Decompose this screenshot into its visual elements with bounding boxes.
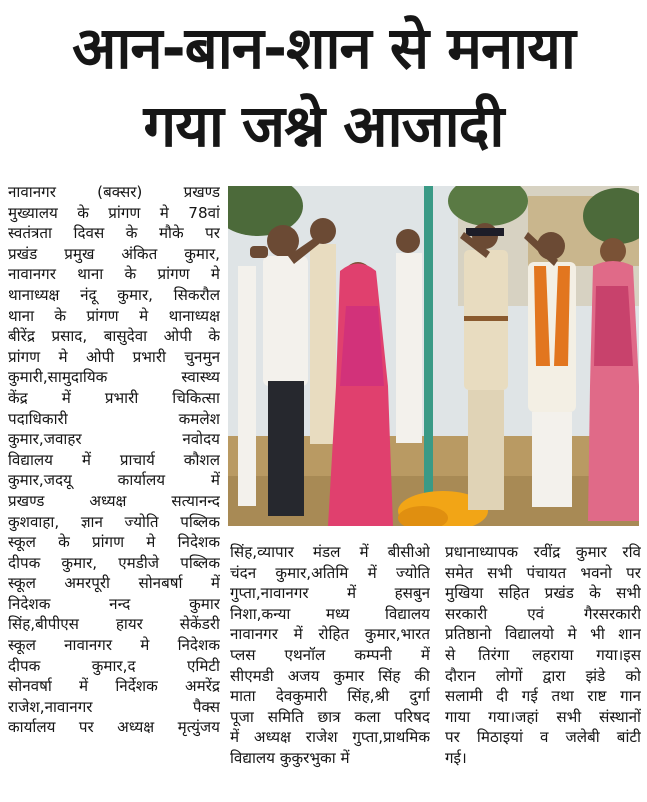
article-line: निशा,कन्या मध्य विद्यालय (230, 604, 430, 623)
headline-line-2: गया जश्ने आजादी (143, 92, 504, 160)
article-line: सिंह,व्यापार मंडल में बीसीओ (230, 543, 430, 561)
article-line: दीपक कुमार, एमडीजे पब्लिक (8, 553, 220, 572)
article-line: मुख्यालय के प्रांगण मे 78वां (8, 203, 220, 222)
article-line: स्वतंत्रता दिवस के मौके पर (8, 224, 220, 243)
article-column-1 (8, 182, 220, 800)
article-line: थाना के प्रांगण मे थानाध्यक्ष (8, 306, 220, 325)
article-line: गई। (445, 748, 467, 767)
article-line: समेत सभी पंचायत भवनो पर (445, 563, 641, 582)
article-line: प्रधानाध्यापक रवींद्र कुमार रवि (445, 543, 641, 561)
article-line: बीरेंद्र प्रसाद, बासुदेवा ओपी के (8, 327, 220, 346)
photo-illustration (228, 186, 639, 526)
article-line: सिंह,बीपीएस हायर सेकेंडरी (8, 615, 220, 634)
article-line: केंद्र में प्रभारी चिकित्सा (8, 388, 220, 407)
article-line: विद्यालय कुकुरभुका में (230, 748, 350, 767)
article-line: प्रतिष्ठानो विद्यालयो मे भी शान (445, 625, 641, 644)
article-line: मुखिया सहित प्रखंड के सभी (445, 584, 641, 603)
article-line: चंदन कुमार,अतिमि में ज्योति (230, 563, 430, 582)
article-line: पूजा समिति छात्र कला परिषद (230, 707, 430, 726)
article-line: स्कूल नावानगर मे निदेशक (8, 636, 220, 655)
article-line: दौरान लोगों द्वारा झंडे को (445, 666, 641, 685)
headline-line-1: आन-बान-शान से मनाया (72, 14, 575, 82)
article-line: कुशवाहा, ज्ञान ज्योति पब्लिक (8, 512, 220, 531)
article-line: सीएमडी अजय कुमार सिंह की (230, 666, 430, 685)
article-line: निदेशक नन्द कुमार (8, 594, 220, 613)
article-line: गाया गया।जहां सभी संस्थानों (445, 707, 641, 726)
article-line: नावानगर में रोहित कुमार,भारत (230, 625, 430, 644)
article-line: विद्यालय में प्राचार्य कौशल (8, 450, 220, 469)
article-line: स्कूल के प्रांगण मे निदेशक (8, 533, 220, 552)
article-line: कुमारी,सामुदायिक स्वास्थ्य (8, 368, 220, 387)
article-line: प्लस एथनॉल कम्पनी में (230, 645, 430, 664)
article-line: में अध्यक्ष राजेश गुप्ता,प्राथमिक (230, 728, 430, 747)
article-line: स्कूल अमरपूरी सोनबर्षा में (8, 574, 220, 593)
article-line: प्रखंड प्रमुख अंकित कुमार, (8, 244, 220, 263)
article-line: दीपक कुमार,द एमिटी (8, 656, 220, 675)
article-line: सोनवर्षा में निर्देशक अमरेंद्र (8, 677, 220, 696)
article-column-2 (230, 542, 430, 769)
article-line: नावानगर (बक्सर) प्रखण्ड (8, 183, 220, 201)
article-line: पदाधिकारी कमलेश (8, 409, 220, 428)
article-line: प्रखण्ड अध्यक्ष सत्यानन्द (8, 491, 220, 510)
article-line: कुमार,जवाहर नवोदय (8, 430, 220, 449)
article-line: से तिरंगा लहराया गया।इस (445, 645, 641, 664)
article-line: प्रांगण मे ओपी प्रभारी चुनमुन (8, 347, 220, 366)
flag-hoisting-photo (228, 186, 639, 526)
article-line: गुप्ता,नावानगर में हसबुन (230, 584, 430, 603)
article-line: सरकारी एवं गैरसरकारी (445, 604, 641, 623)
article-line: माता देवकुमारी सिंह,श्री दुर्गा (230, 687, 430, 706)
article-line: कार्यालय पर अध्यक्ष मृत्युंजय (8, 718, 220, 737)
article-line: राजेश,नावानगर पैक्स (8, 697, 220, 716)
article-line: थानाध्यक्ष नंदू कुमार, सिकरौल (8, 285, 220, 304)
article-line: कुमार,जदयू कार्यालय में (8, 471, 220, 490)
article-line: पर मिठाइयां व जलेबी बांटी (445, 728, 641, 747)
article-line: सलामी दी गई तथा राष्ट गान (445, 687, 641, 706)
article-line: नावानगर थाना के प्रांगण मे (8, 265, 220, 284)
article-column-3 (445, 542, 641, 769)
